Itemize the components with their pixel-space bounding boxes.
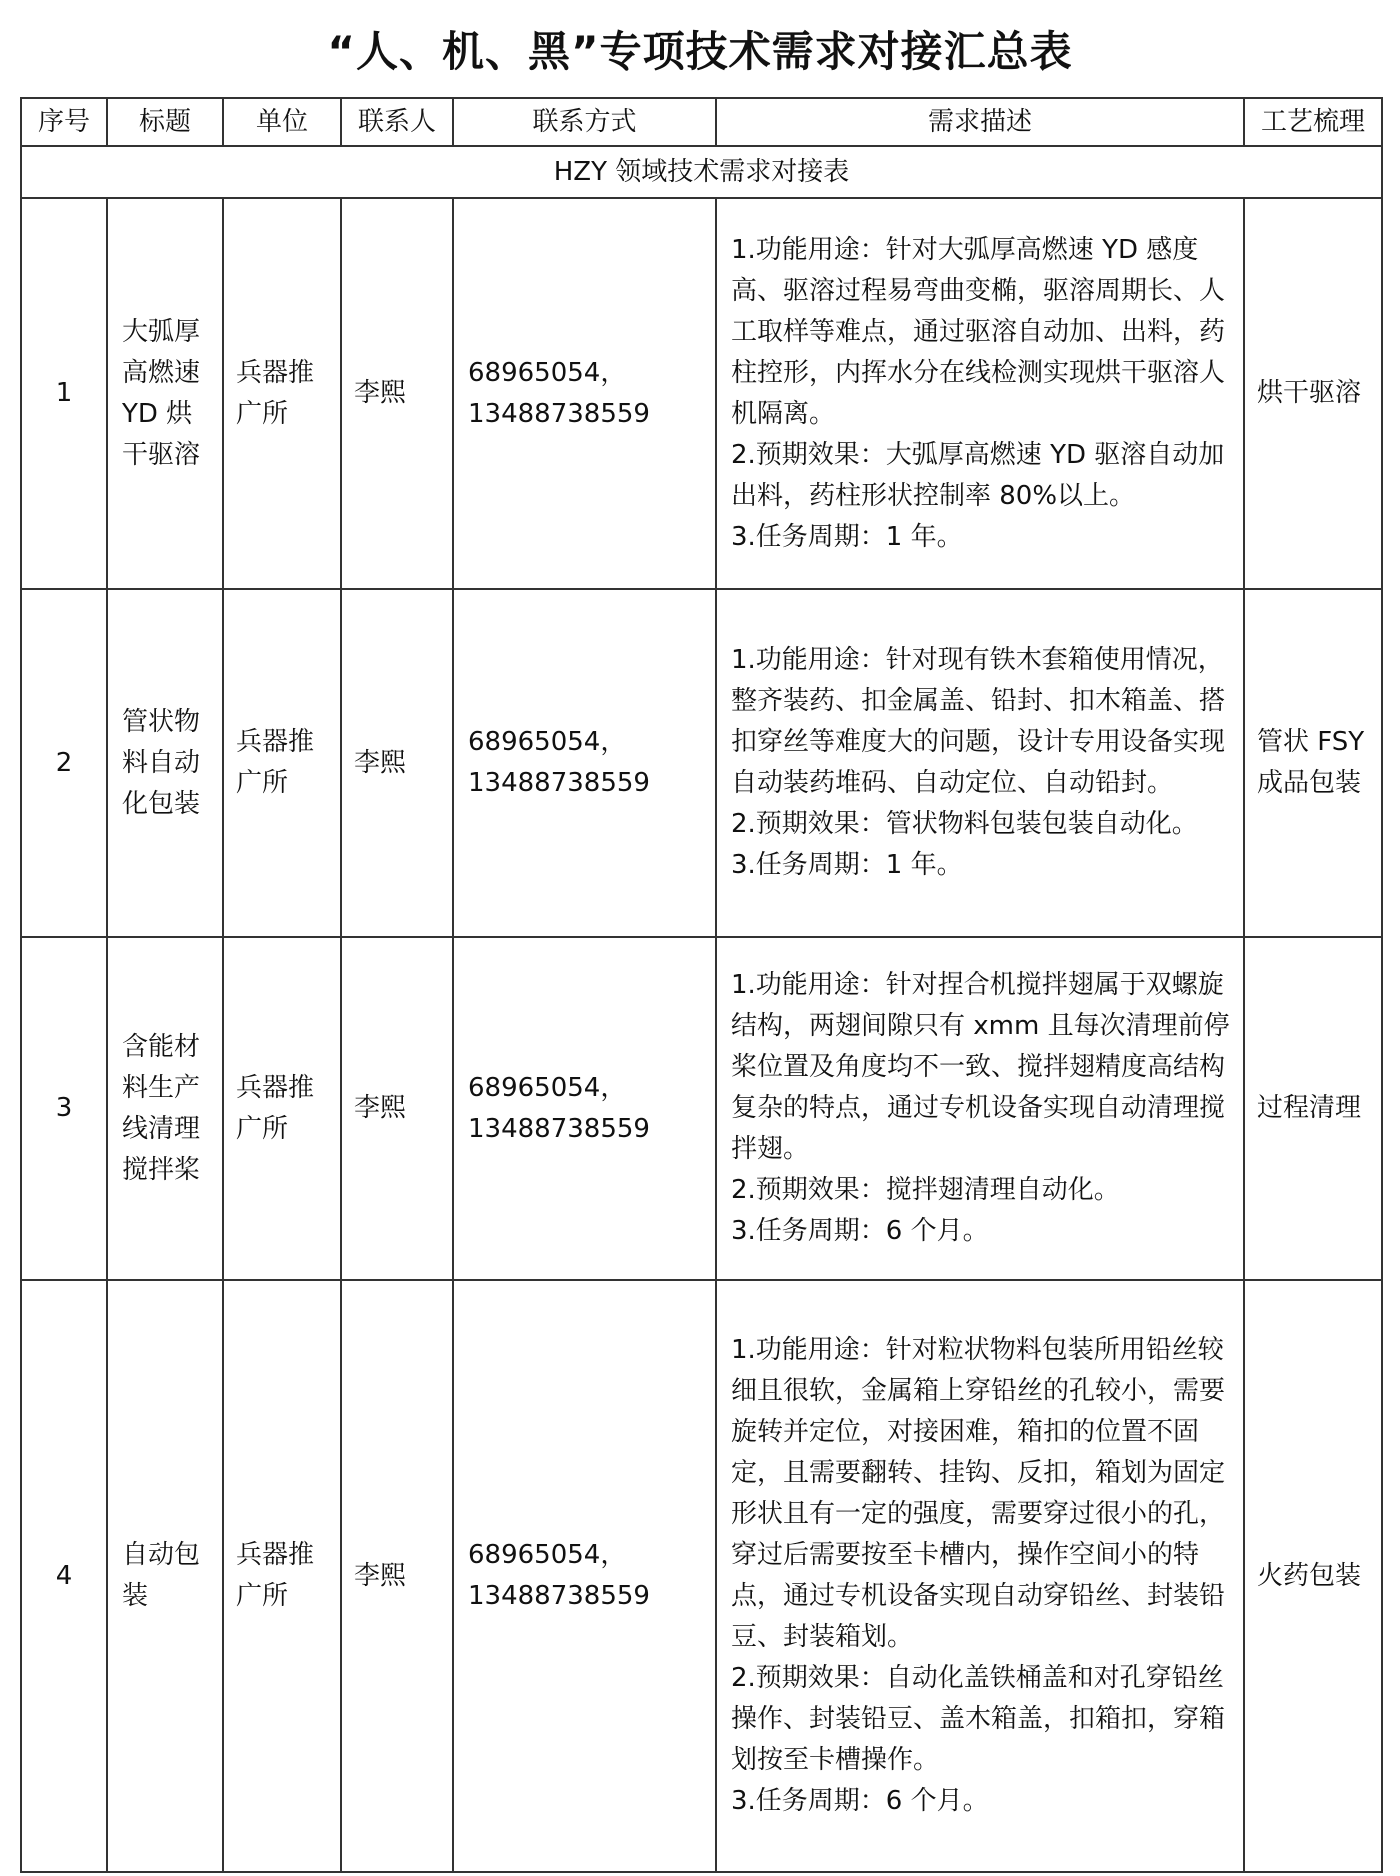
row-title: 管状物料自动化包装: [107, 589, 223, 937]
row-contact: 李熙: [341, 198, 453, 589]
row-phone: [453, 198, 716, 589]
row-no: 2: [21, 589, 107, 937]
section-row: [21, 146, 1382, 198]
desc-effect: 2.预期效果：搅拌翅清理自动化。: [731, 1175, 1120, 1205]
row-process: 火药包装: [1244, 1280, 1382, 1872]
phone-line-2: 13488738559: [468, 398, 650, 429]
desc-period: 3.任务周期：1 年。: [731, 850, 963, 880]
requirements-table: [20, 97, 1383, 1873]
phone-line-1: 68965054，: [468, 357, 627, 388]
table-row: [21, 937, 1382, 1280]
header-process: 工艺梳理: [1244, 98, 1382, 146]
desc-period: 3.任务周期：6 个月。: [731, 1216, 989, 1246]
row-no: 3: [21, 937, 107, 1280]
row-title: 自动包装: [107, 1280, 223, 1872]
row-no: 1: [21, 198, 107, 589]
row-contact: 李熙: [341, 1280, 453, 1872]
row-phone: [453, 589, 716, 937]
desc-function: 1.功能用途：针对大弧厚高燃速 YD 感度高、驱溶过程易弯曲变椭，驱溶周期长、人工取样等难点，通过驱溶自动加、出料，药柱控形，内挥水分在线检测实现烘干驱溶人机隔离。: [731, 234, 1226, 429]
row-process: 管状 FSY 成品包装: [1244, 589, 1382, 937]
desc-effect: 2.预期效果：大弧厚高燃速 YD 驱溶自动加出料，药柱形状控制率 80%以上。: [731, 439, 1225, 511]
row-unit: 兵器推广所: [223, 198, 341, 589]
header-desc: 需求描述: [716, 98, 1244, 146]
row-desc: [716, 589, 1244, 937]
header-unit: 单位: [223, 98, 341, 146]
desc-function: 1.功能用途：针对现有铁木套箱使用情况，整齐装药、扣金属盖、铅封、扣木箱盖、搭扣穿丝等难度大的问题，设计专用设备实现自动装药堆码、自动定位、自动铅封。: [731, 645, 1226, 798]
phone-line-1: 68965054，: [468, 1072, 627, 1103]
header-no: 序号: [21, 98, 107, 146]
desc-effect: 2.预期效果：自动化盖铁桶盖和对孔穿铅丝操作、封装铅豆、盖木箱盖，扣箱扣，穿箱划按至卡槽操作。: [731, 1663, 1226, 1775]
header-title: 标题: [107, 98, 223, 146]
desc-function: 1.功能用途：针对粒状物料包装所用铅丝较细且很软，金属箱上穿铅丝的孔较小，需要旋转并定位，对接困难，箱扣的位置不固定，且需要翻转、挂钩、反扣，箱划为固定形状且有一定的强度，需要穿过很小的孔，穿过后需要按至卡槽内，操作空间小的特点，通过专机设备实现自动穿铅丝、封装铅豆、封装箱划。: [731, 1335, 1226, 1652]
header-contact: 联系人: [341, 98, 453, 146]
row-process: 烘干驱溶: [1244, 198, 1382, 589]
row-desc: [716, 198, 1244, 589]
phone-line-2: 13488738559: [468, 1113, 650, 1144]
row-unit: 兵器推广所: [223, 937, 341, 1280]
row-title: 大弧厚高燃速 YD 烘干驱溶: [107, 198, 223, 589]
row-desc: [716, 937, 1244, 1280]
phone-line-1: 68965054，: [468, 727, 627, 757]
desc-period: 3.任务周期：6 个月。: [731, 1786, 989, 1816]
row-unit: 兵器推广所: [223, 589, 341, 937]
section-label: HZY 领域技术需求对接表: [21, 146, 1382, 198]
row-desc: [716, 1280, 1244, 1872]
table-row: [21, 198, 1382, 589]
phone-line-2: 13488738559: [468, 1581, 650, 1611]
phone-line-1: 68965054，: [468, 1540, 627, 1570]
row-contact: 李熙: [341, 589, 453, 937]
document-title: “人、机、黑”专项技术需求对接汇总表: [327, 27, 1073, 76]
desc-period: 3.任务周期：1 年。: [731, 521, 963, 552]
phone-line-2: 13488738559: [468, 768, 650, 798]
desc-effect: 2.预期效果：管状物料包装包装自动化。: [731, 809, 1198, 839]
row-process: 过程清理: [1244, 937, 1382, 1280]
row-phone: [453, 937, 716, 1280]
header-phone: 联系方式: [453, 98, 716, 146]
row-title: 含能材料生产线清理搅拌桨: [107, 937, 223, 1280]
row-phone: [453, 1280, 716, 1872]
row-unit: 兵器推广所: [223, 1280, 341, 1872]
table-row: [21, 589, 1382, 937]
row-no: 4: [21, 1280, 107, 1872]
header-row: [21, 98, 1382, 146]
row-contact: 李熙: [341, 937, 453, 1280]
desc-function: 1.功能用途：针对捏合机搅拌翅属于双螺旋结构，两翅间隙只有 xmm 且每次清理前停桨位置及角度均不一致、搅拌翅精度高结构复杂的特点，通过专机设备实现自动清理搅拌翅。: [731, 970, 1230, 1164]
table-row: [21, 1280, 1382, 1872]
